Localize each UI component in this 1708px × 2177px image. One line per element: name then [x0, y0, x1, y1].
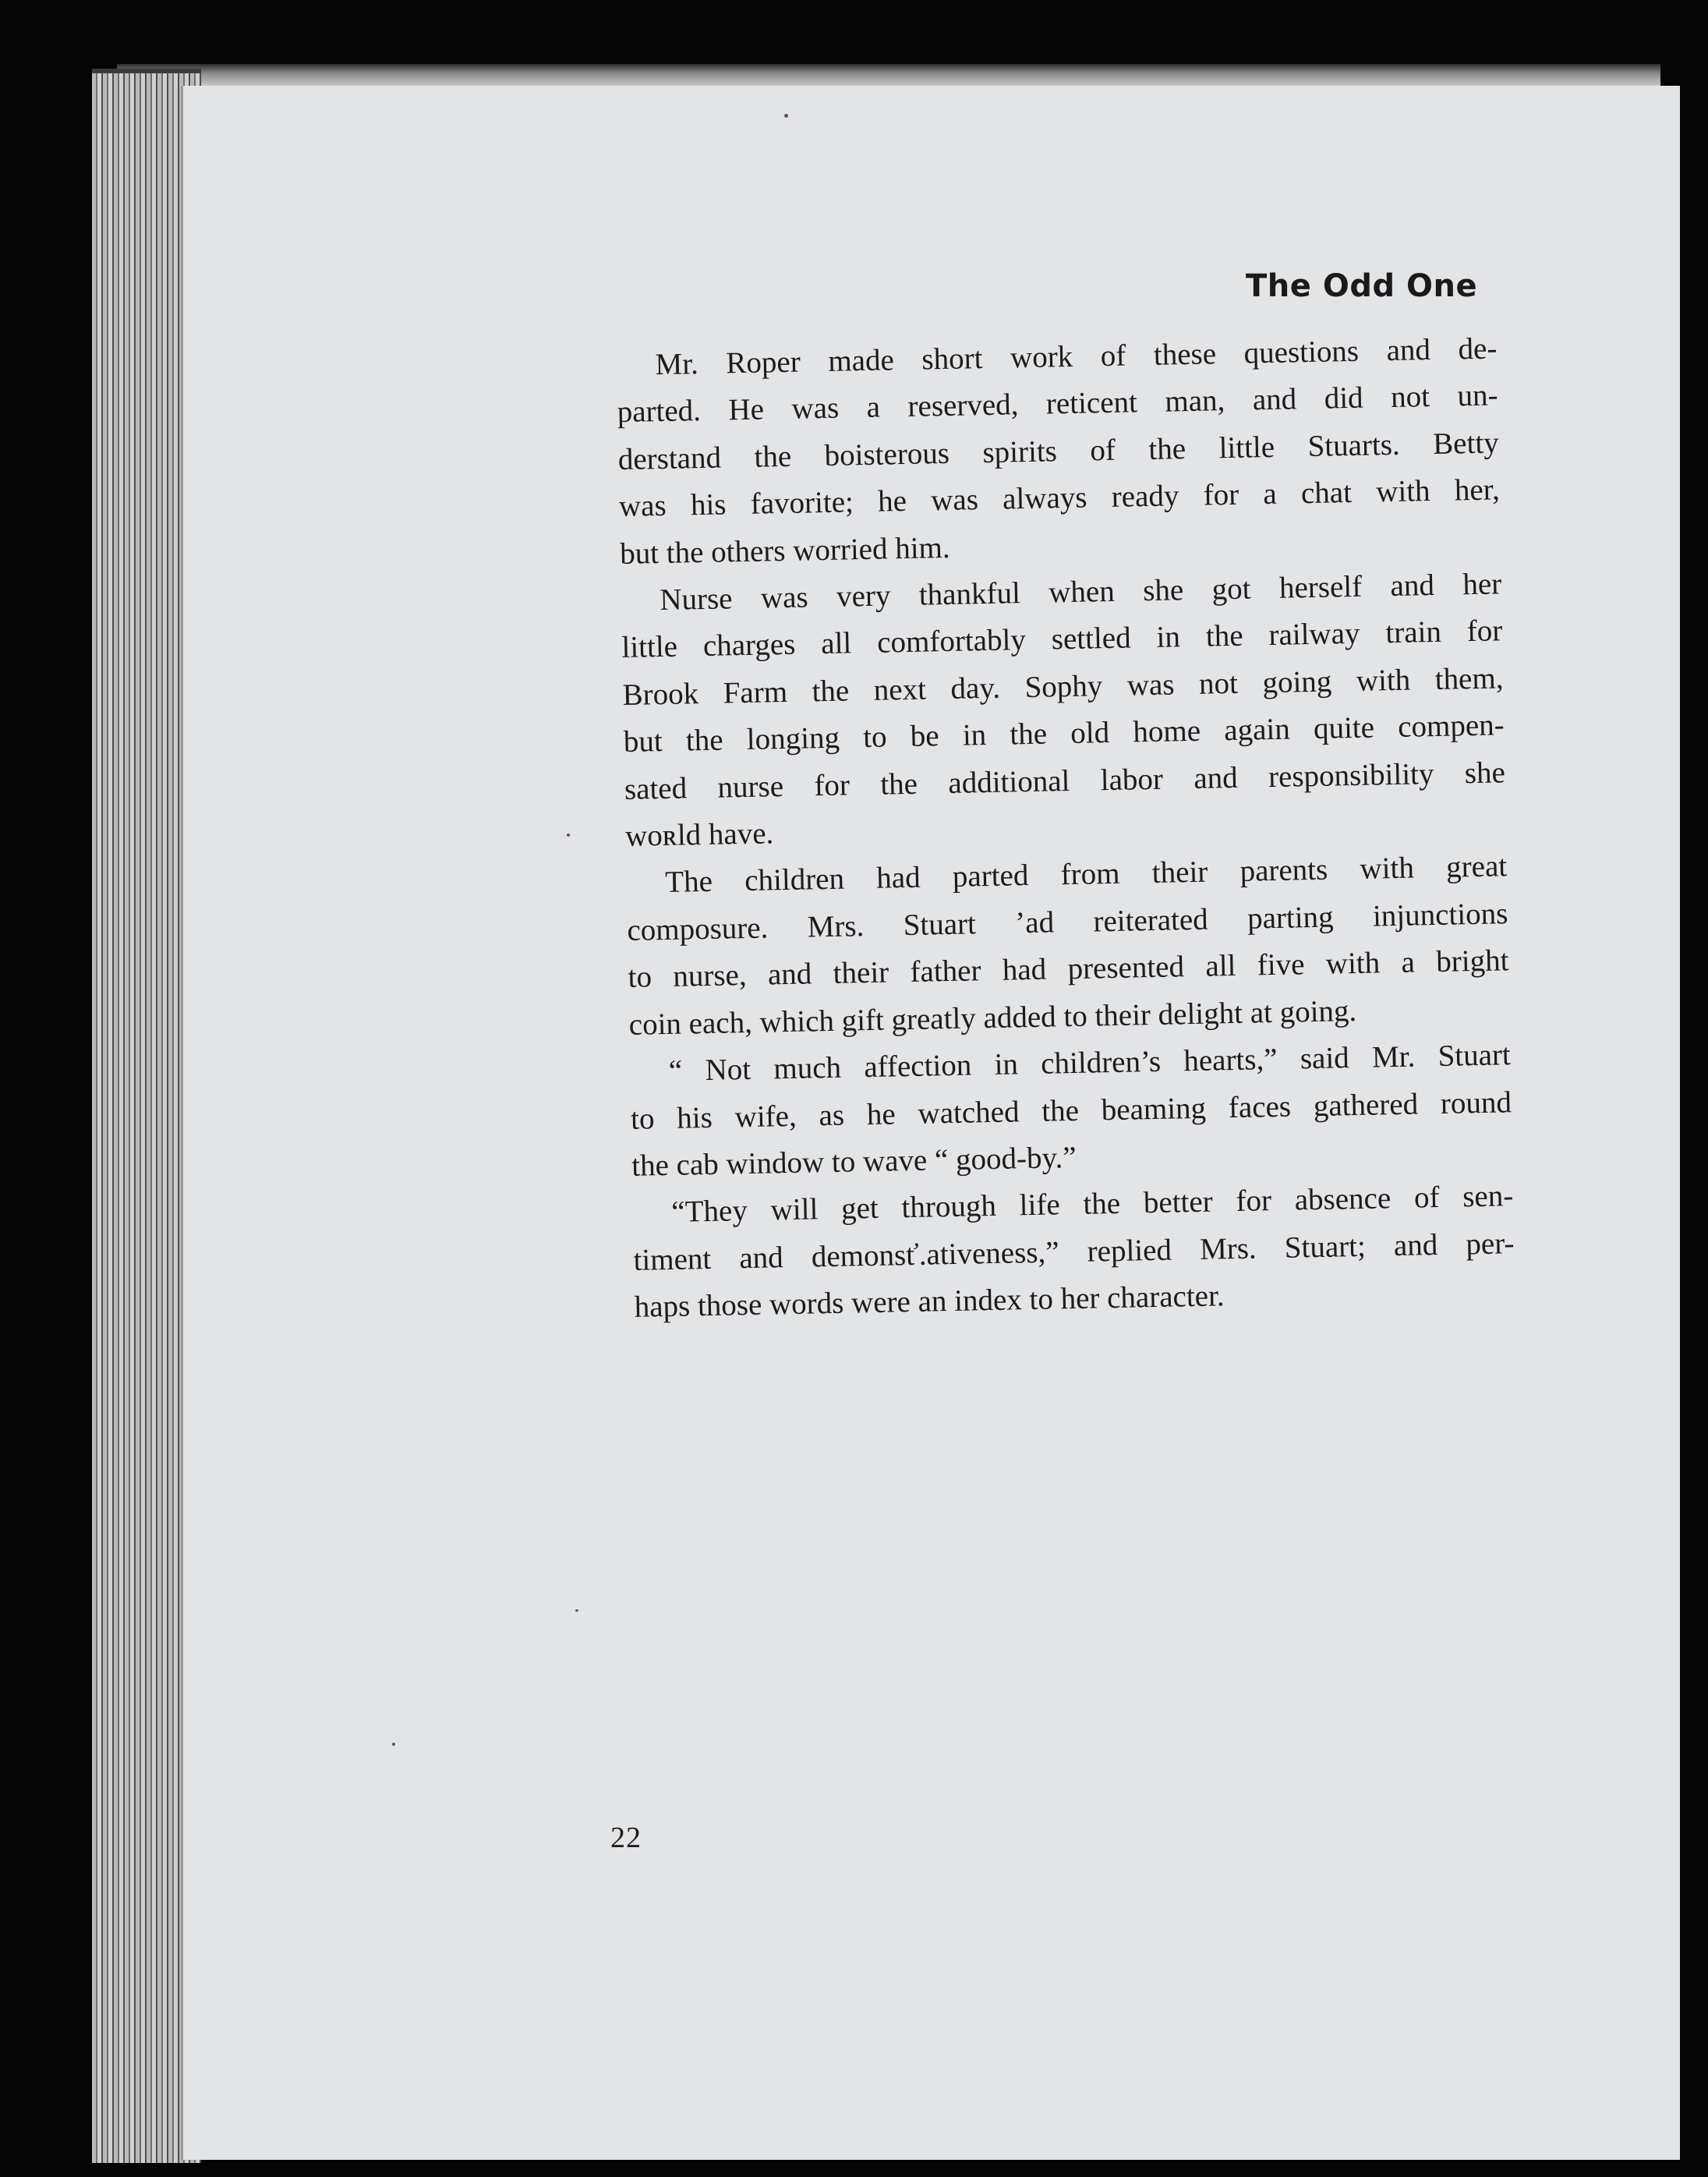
text-line: but the others worried him. — [619, 530, 951, 571]
running-head: The Odd One — [1246, 268, 1478, 304]
text-line: woʀld have. — [624, 816, 774, 854]
text-line: sated nurse for the additional labor and responsibility she — [624, 755, 1506, 806]
text-line: to nurse, and their father had presented all five with a bright — [628, 943, 1509, 995]
scan-speck — [784, 114, 788, 118]
paragraph-5 — [595, 1173, 1515, 1332]
text-line: the cab window to wave “ good-by.” — [631, 1140, 1077, 1183]
page-top-edge — [117, 64, 1660, 87]
page-number: 22 — [610, 1821, 642, 1854]
text-line: was his favorite; he was always ready for a chat with her, — [618, 473, 1501, 524]
scan-speck — [567, 834, 570, 837]
text-line: Nurse was very thankful when she got herself and her — [659, 567, 1502, 618]
paragraph-2 — [583, 561, 1507, 861]
scan-speck — [392, 1743, 395, 1746]
text-line: Mr. Roper made short work of these questions and de- — [655, 331, 1498, 382]
text-line: timent and demonsť.ativeness,” replied Mrs. Stuart; and per- — [633, 1226, 1515, 1277]
text-line: The children had parted from their parents with great — [664, 849, 1508, 900]
paragraph-1 — [578, 325, 1501, 579]
text-line: “They will get through life the better for absence of sen- — [671, 1179, 1514, 1230]
paragraph-4 — [592, 1032, 1512, 1191]
text-line: composure. Mrs. Stuart ʼad reiterated parting injunctions — [627, 897, 1508, 947]
text-line: coin each, which gift greatly added to their delight at going. — [628, 993, 1357, 1042]
text-line: to his wife, as he watched the beaming faces gathered round — [630, 1085, 1512, 1136]
text-line: haps those words were an index to her character. — [634, 1279, 1225, 1324]
body-text — [578, 325, 1515, 1332]
text-line: parted. He was a reserved, reticent man, and did not un- — [617, 378, 1498, 430]
scan-speck — [575, 1609, 578, 1612]
text-line: derstand the boisterous spirits of the little Stuarts. Betty — [617, 426, 1500, 476]
paragraph-3 — [589, 844, 1510, 1050]
text-line: Brook Farm the next day. Sophy was not going with them, — [622, 661, 1504, 712]
text-line: but the longing to be in the old home again quite compen- — [623, 708, 1505, 759]
text-line: little charges all comfortably settled in the railway train for — [621, 614, 1503, 665]
text-line: “ Not much affection in children’s hearts,” said Mr. Stuart — [668, 1038, 1512, 1088]
